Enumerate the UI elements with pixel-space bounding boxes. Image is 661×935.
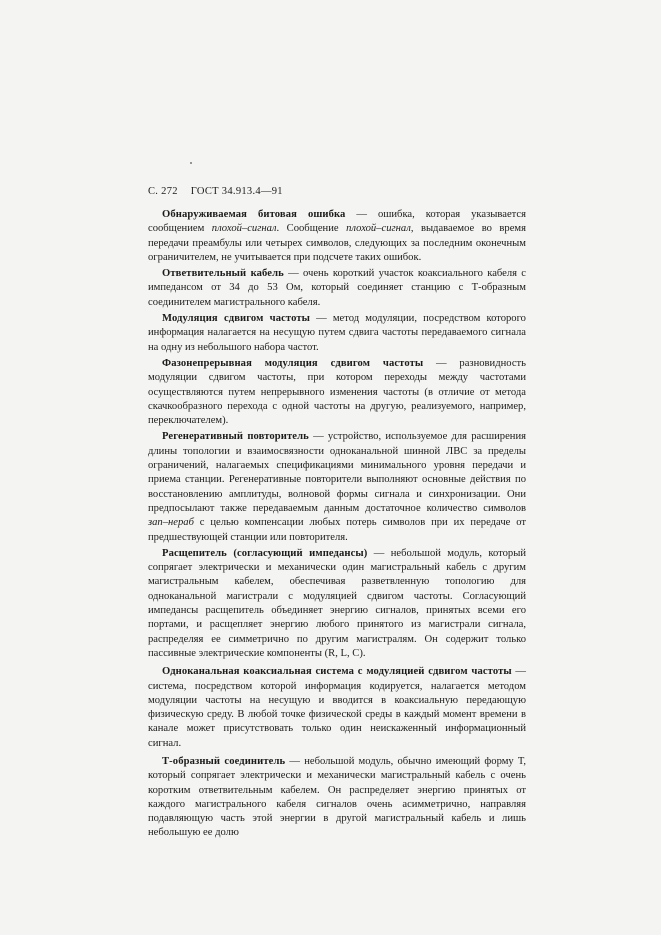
definition-text: — система, посредством которой информация кодируется, налагается методом модуляции частоты на несущую и вводится в коаксиальную передающую физическую среду. В любой точке физической среды в каждый момент времени в канале может присутствовать только один неискаженный информационный сигнал. [148, 666, 526, 749]
definition-text: — устройство, используемое для расширения длины топологии и взаимосвязности одноканальной шинной ЛВС за пределы ограничений, налагаемых спецификациями минимального уровня передачи и приема станции. Регенеративные повторители выполняют основные действия по восстановлению амплитуды, волновой формы сигнала и синхронизации. Они предпосылают также передаваемым данным достаточное количество символов [148, 431, 526, 514]
signal-name: плохой–сигнал [346, 223, 411, 235]
definition-text: — разновидность модуляции сдвигом частоты, при котором переходы между частотами осуществляются путем непрерывного изменения частоты (в отличие от метода скачкообразного перехода с одной частоты на другую, реализуемого, например, переключателем). [148, 357, 526, 427]
definition-entry [148, 547, 526, 661]
page-header [148, 186, 293, 197]
standard-designation: ГОСТ 34.913.4—91 [190, 186, 283, 197]
scan-speck [190, 162, 192, 164]
definition-text: — небольшой модуль, который сопрягает электрически и механически один магистральный кабель с другим магистральным кабелем, обеспечивая разветвленную топологию для одноканальной магистрали с модуляцией сдвигом частоты. Согласующий импедансы расщепитель объединяет энергию сигналов, принятых всеми его портами, и расщепляет энергию любого принятого из магистрали сигнала, распределяя ее симметрично по другим магистралям. Он содержит только пассивные электрические компоненты (R, L, C). [148, 547, 526, 659]
definition-text: — ошибка, которая указывается сообщением [148, 209, 526, 235]
definition-entry [148, 312, 526, 355]
defined-term: Регенеративный повторитель [162, 431, 309, 443]
defined-term: Фазонепрерывная модуляция сдвигом частоты [162, 357, 424, 369]
document-body [148, 208, 526, 843]
definition-text: . Сообщение [276, 223, 347, 235]
page-number: С. 272 [148, 186, 178, 197]
definition-text: , выдаваемое во время передачи преамбулы или четырех символов, следующих за последним оконечным ограничителем, не учитывается при подсчете таких ошибок. [148, 223, 526, 263]
signal-name: зап–нераб [148, 517, 194, 529]
definition-text: — небольшой модуль, обычно имеющий форму Т, который сопрягает электрически и механически магистральный кабель с очень коротким ответвительным кабелем. Он распределяет энергию принятых от каждого магистрального кабеля сигналов очень асимметрично, направляя подавляющую часть этой энергии в другой магистральный кабель и лишь небольшую ее долю [148, 755, 526, 839]
definition-text: — метод модуляции, посредством которого информация налагается на несущую путем сдвига частоты передаваемого сигнала на одну из небольшого набора частот. [148, 313, 526, 353]
definition-entry [148, 665, 526, 751]
defined-term: Модуляция сдвигом частоты [162, 313, 311, 325]
defined-term: Расщепитель (согласующий импедансы) [162, 547, 368, 559]
definition-entry [148, 430, 526, 544]
defined-term: Т-образный соединитель [162, 755, 286, 767]
definition-entry [148, 208, 526, 265]
defined-term: Ответвительный кабель [162, 268, 284, 280]
signal-name: плохой–сигнал [211, 223, 277, 235]
definition-entry [148, 755, 526, 841]
definition-entry [148, 267, 526, 310]
defined-term: Обнаруживаемая битовая ошибка [162, 209, 346, 220]
definition-text: — очень короткий участок коаксиального кабеля с импедансом от 34 до 53 Ом, который соединяет станцию с Т-образным соединителем магистрального кабеля. [148, 268, 526, 308]
defined-term: Одноканальная коаксиальная система с модуляцией сдвигом частоты [162, 666, 512, 678]
definition-text: с целью компенсации любых потерь символов при их передаче от предшествующей станции или повторителя. [148, 517, 526, 543]
definition-entry [148, 357, 526, 428]
